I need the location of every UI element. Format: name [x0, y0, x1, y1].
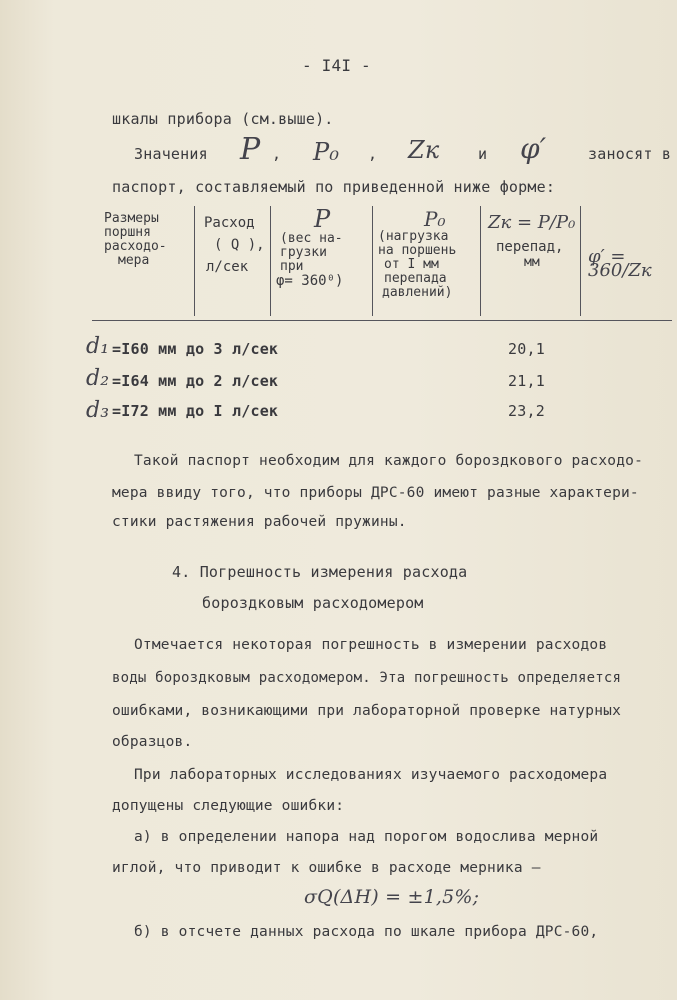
row-description: =I60 мм до 3 л/сек — [112, 340, 279, 358]
header-size-line: расходо- — [104, 239, 167, 254]
table-divider — [270, 206, 271, 316]
conjunction-and: и — [478, 145, 488, 163]
comma-2: , — [368, 145, 378, 163]
header-load-line: от I мм — [384, 257, 439, 272]
paragraph-line: мера ввиду того, что приборы ДРС-60 имеют разные характери- — [112, 485, 639, 501]
table-bottom-rule — [92, 320, 672, 321]
row-diameter-symbol: d₁ — [86, 334, 110, 359]
table-divider — [194, 206, 195, 316]
header-load-line: перепада — [384, 271, 447, 286]
section-heading: бороздковым расходомером — [202, 594, 424, 612]
paragraph-line: стики растяжения рабочей пружины. — [112, 514, 407, 530]
paragraph-line: Такой паспорт необходим для каждого бороздкового расходо- — [134, 453, 643, 469]
row-description: =I72 мм до I л/сек — [112, 402, 279, 420]
header-diff-formula: Zк = P/P₀ — [488, 212, 576, 233]
header-weight-line: (вес на- — [280, 231, 343, 246]
list-item-a: а) в определении напора над порогом водослива мерной — [134, 829, 599, 845]
header-load-col — [378, 208, 456, 300]
values-suffix: заносят в — [588, 145, 672, 163]
comma-1: , — [272, 145, 282, 163]
paragraph-line: образцов. — [112, 734, 193, 750]
header-size-line: мера — [118, 253, 150, 268]
symbol-p0: P₀ — [313, 138, 340, 166]
header-weight-line: грузки — [280, 245, 327, 260]
header-flow-q: ( Q ), — [214, 237, 265, 253]
intro-line: шкалы прибора (см.выше). — [112, 110, 334, 128]
header-size-col — [104, 212, 167, 268]
paragraph-line: При лабораторных исследованиях изучаемого расходомера — [134, 767, 608, 783]
page-number: - I4I - — [302, 56, 371, 75]
header-load-line: на поршень — [378, 243, 457, 258]
header-phi-col: φ′ = 360/Zк — [588, 246, 652, 281]
table-divider — [480, 206, 481, 316]
header-flow-unit: л/сек — [206, 259, 249, 275]
paragraph-line: Отмечается некоторая погрешность в измерении расходов — [134, 637, 608, 653]
row-value: 23,2 — [508, 402, 545, 420]
row-value: 20,1 — [508, 340, 545, 358]
formula-a: σQ(ΔH) = ±1,5%; — [304, 886, 480, 908]
header-load-symbol: P₀ — [424, 207, 446, 231]
row-diameter-symbol: d₂ — [86, 366, 110, 391]
header-size-line: Размеры — [104, 211, 159, 226]
header-weight-line: при — [280, 259, 304, 274]
row-value: 21,1 — [508, 372, 545, 390]
values-prefix: Значения — [134, 145, 208, 163]
header-load-line: давлений) — [382, 285, 453, 300]
header-weight-symbol: P — [314, 205, 331, 233]
row-diameter-symbol: d₃ — [86, 398, 110, 423]
table-divider — [372, 206, 373, 316]
symbol-p: P — [240, 132, 261, 167]
header-size-line: поршня — [104, 225, 151, 240]
table-divider — [580, 206, 581, 316]
list-item-a-cont: иглой, что приводит к ошибке в расходе мерника – — [112, 860, 541, 876]
header-diff-col — [488, 208, 575, 270]
header-weight-phi: φ= 360⁰) — [276, 273, 344, 289]
header-flow-title: Расход — [204, 215, 255, 231]
section-heading: 4. Погрешность измерения расхода — [172, 563, 468, 581]
values-line-2: паспорт, составляемый по приведенной ниже форме: — [112, 178, 556, 196]
paragraph-line: допущены следующие ошибки: — [112, 798, 345, 814]
symbol-phi: φ′ — [520, 132, 547, 165]
header-weight-col — [276, 206, 343, 288]
header-load-line: (нагрузка — [378, 229, 449, 244]
paragraph-line: ошибками, возникающими при лабораторной проверке натурных — [112, 703, 621, 719]
list-item-b: б) в отсчете данных расхода по шкале прибора ДРС-60, — [134, 924, 599, 940]
header-flow-col — [204, 212, 265, 278]
paragraph-line: воды бороздковым расходомером. Эта погрешность определяется — [112, 670, 622, 686]
header-diff-line: мм — [524, 255, 540, 270]
row-description: =I64 мм до 2 л/сек — [112, 372, 279, 390]
symbol-zk: Zк — [408, 136, 440, 164]
header-diff-line: перепад, — [496, 239, 564, 255]
